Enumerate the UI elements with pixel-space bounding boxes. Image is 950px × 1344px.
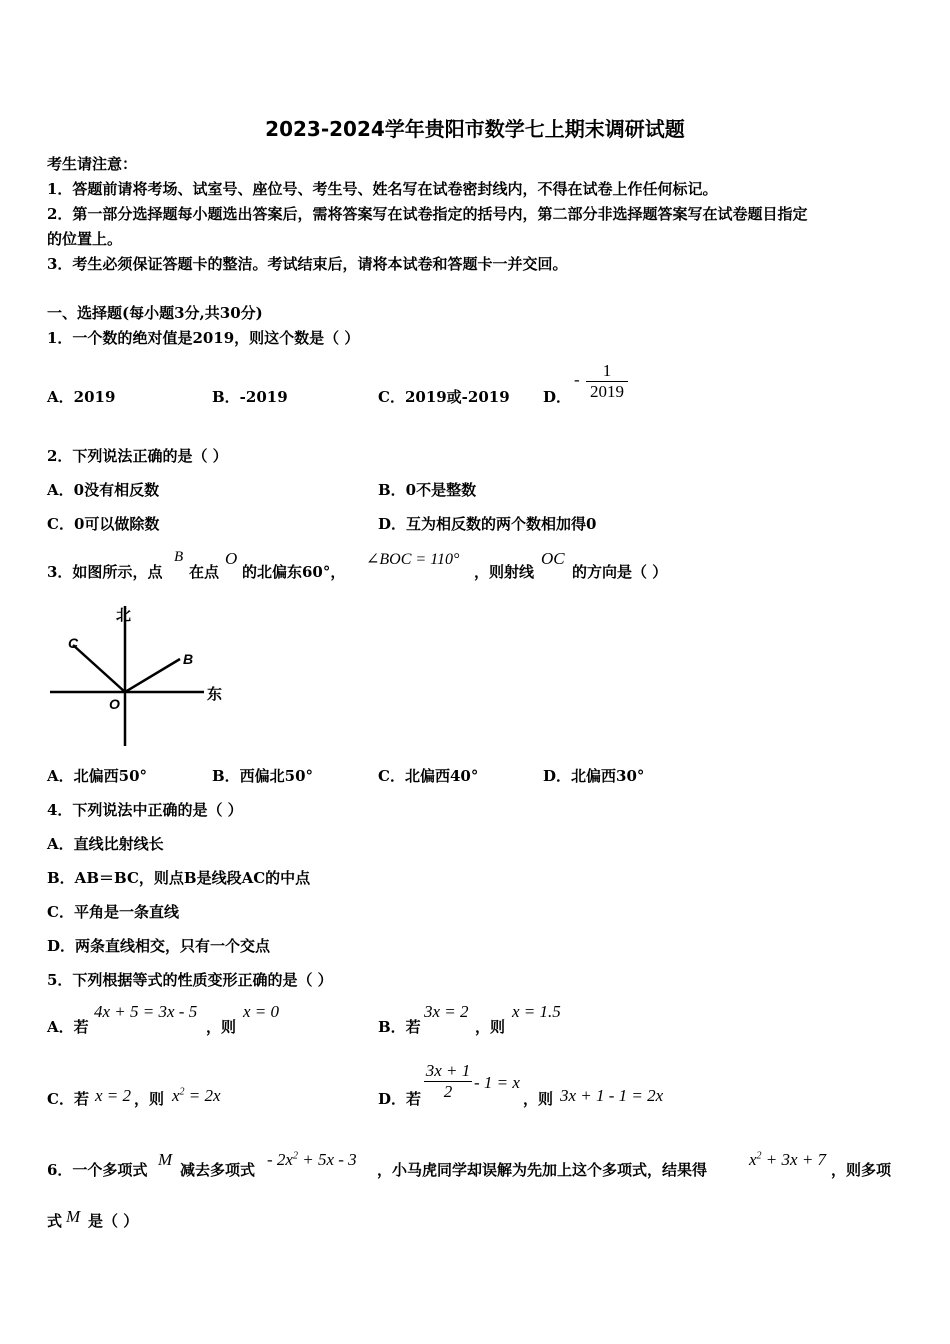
notice-item-2-cont: 的位置上。 xyxy=(47,230,123,248)
q6-stem-part6: 是（ ） xyxy=(88,1212,139,1230)
label-o: O xyxy=(109,696,120,712)
q6-stem-part2: 减去多项式 xyxy=(180,1161,256,1179)
notice-item-1: 1．答题前请将考场、试室号、座位号、考生号、姓名写在试卷密封线内，不得在试卷上作任何标记。 xyxy=(47,180,718,198)
poly-exponent: 2 xyxy=(756,1150,762,1162)
ray-oc xyxy=(73,645,125,692)
poly-start: x xyxy=(749,1150,757,1169)
q2-stem: 2．下列说法正确的是（ ） xyxy=(47,447,228,465)
notice-item-2: 2．第一部分选择题每小题选出答案后，需将答案写在试卷指定的括号内，第二部分非选择题答案写在试卷题目指定 xyxy=(47,205,808,223)
q3-option-b: B．西偏北50° xyxy=(212,767,314,785)
page-title: 2023-2024学年贵阳市数学七上期末调研试题 xyxy=(265,117,685,141)
label-north: 北 xyxy=(116,606,132,624)
q3-option-a: A．北偏西50° xyxy=(47,767,148,785)
q5-option-d-rest: - 1 = x xyxy=(474,1073,520,1092)
q5-option-a-equation2: x = 0 xyxy=(243,1002,280,1021)
notice-item-3: 3．考生必须保证答题卡的整洁。考试结束后，请将本试卷和答题卡一并交回。 xyxy=(47,255,568,273)
fraction-denominator: 2019 xyxy=(586,381,628,402)
q1-option-a: A．2019 xyxy=(47,388,116,406)
q1-option-d-sign: - xyxy=(574,370,580,389)
q6-stem-part3: ，小马虎同学却误解为先加上这个多项式，结果得 xyxy=(377,1161,708,1179)
q2-option-c: C．0可以做除数 xyxy=(47,515,160,533)
q3-direction-figure xyxy=(44,598,234,753)
q4-option-d: D．两条直线相交，只有一个交点 xyxy=(47,937,271,955)
fraction-denominator: 2 xyxy=(424,1081,472,1102)
q5-stem: 5．下列根据等式的性质变形正确的是（ ） xyxy=(47,971,333,989)
label-c: C xyxy=(68,635,79,651)
q2-option-a: A．0没有相反数 xyxy=(47,481,160,499)
q5-option-a-label: A．若 xyxy=(47,1018,89,1036)
eq-rest: = 2x xyxy=(184,1086,221,1105)
q1-stem: 1．一个数的绝对值是2019，则这个数是（ ） xyxy=(47,329,360,347)
q4-option-a: A．直线比射线长 xyxy=(47,835,164,853)
notice-heading: 考生请注意： xyxy=(47,155,138,173)
q5-option-b-equation2: x = 1.5 xyxy=(512,1002,561,1021)
q5-option-c-label: C．若 xyxy=(47,1090,89,1108)
q6-stem-part4: ，则多项 xyxy=(831,1161,892,1179)
q4-option-c: C．平角是一条直线 xyxy=(47,903,179,921)
q2-option-d: D．互为相反数的两个数相加得0 xyxy=(378,515,597,533)
q3-point-b: B xyxy=(174,549,184,565)
q6-polynomial-m-2: M xyxy=(66,1207,81,1226)
q5-option-b-label: B．若 xyxy=(378,1018,421,1036)
q5-option-d-label: D．若 xyxy=(378,1090,422,1108)
q5-option-d-equation2: 3x + 1 - 1 = 2x xyxy=(560,1086,664,1105)
q1-option-c: C．2019或-2019 xyxy=(378,388,510,406)
q5-option-c-equation1: x = 2 xyxy=(95,1086,132,1105)
q1-option-d-fraction xyxy=(586,361,628,402)
q3-stem-part1: 3．如图所示，点 xyxy=(47,563,163,581)
q6-polynomial-m: M xyxy=(158,1150,173,1169)
q5-option-c-equation2 xyxy=(172,1086,221,1106)
label-east: 东 xyxy=(207,685,223,703)
poly-exponent: 2 xyxy=(292,1150,298,1162)
q6-polynomial-2 xyxy=(749,1150,826,1170)
q2-option-b: B．0不是整数 xyxy=(378,481,477,499)
q3-point-o: O xyxy=(225,549,238,568)
q5-option-b-equation1: 3x = 2 xyxy=(424,1002,469,1021)
q5-option-a-then: ，则 xyxy=(206,1018,237,1036)
q6-stem-part1: 6．一个多项式 xyxy=(47,1161,148,1179)
q1-option-d-label: D． xyxy=(543,388,572,406)
ray-ob xyxy=(125,659,180,692)
q3-stem-part3: 的北偏东60°， xyxy=(242,563,346,581)
q3-stem-part5: 的方向是（ ） xyxy=(572,563,668,581)
q3-option-d: D．北偏西30° xyxy=(543,767,645,785)
poly-start: - 2x xyxy=(267,1150,293,1169)
q3-angle: ∠BOC = 110° xyxy=(366,551,460,568)
q5-option-c-then: ，则 xyxy=(134,1090,165,1108)
q3-option-c: C．北偏西40° xyxy=(378,767,479,785)
eq-exponent: 2 xyxy=(179,1086,185,1098)
fraction-numerator: 1 xyxy=(602,361,612,380)
q3-stem-part4: ，则射线 xyxy=(474,563,535,581)
q4-option-b: B．AB＝BC，则点B是线段AC的中点 xyxy=(47,869,311,887)
q3-stem-part2: 在点 xyxy=(189,563,220,581)
q5-option-d-fraction xyxy=(424,1061,472,1102)
eq-base: x xyxy=(172,1086,180,1105)
q1-option-b: B．-2019 xyxy=(212,388,288,406)
q6-stem-part5: 式 xyxy=(47,1212,63,1230)
q4-stem: 4．下列说法中正确的是（ ） xyxy=(47,801,243,819)
poly-rest: + 3x + 7 xyxy=(761,1150,827,1169)
poly-rest: + 5x - 3 xyxy=(297,1150,357,1169)
label-b: B xyxy=(183,651,194,667)
q3-ray-oc: OC xyxy=(541,549,565,568)
section-heading: 一、选择题(每小题3分,共30分) xyxy=(47,304,263,322)
q5-option-b-then: ，则 xyxy=(475,1018,506,1036)
q5-option-d-then: ，则 xyxy=(523,1090,554,1108)
q5-option-a-equation1: 4x + 5 = 3x - 5 xyxy=(94,1002,198,1021)
q6-polynomial-1 xyxy=(267,1150,357,1170)
fraction-numerator: 3x + 1 xyxy=(425,1061,471,1080)
